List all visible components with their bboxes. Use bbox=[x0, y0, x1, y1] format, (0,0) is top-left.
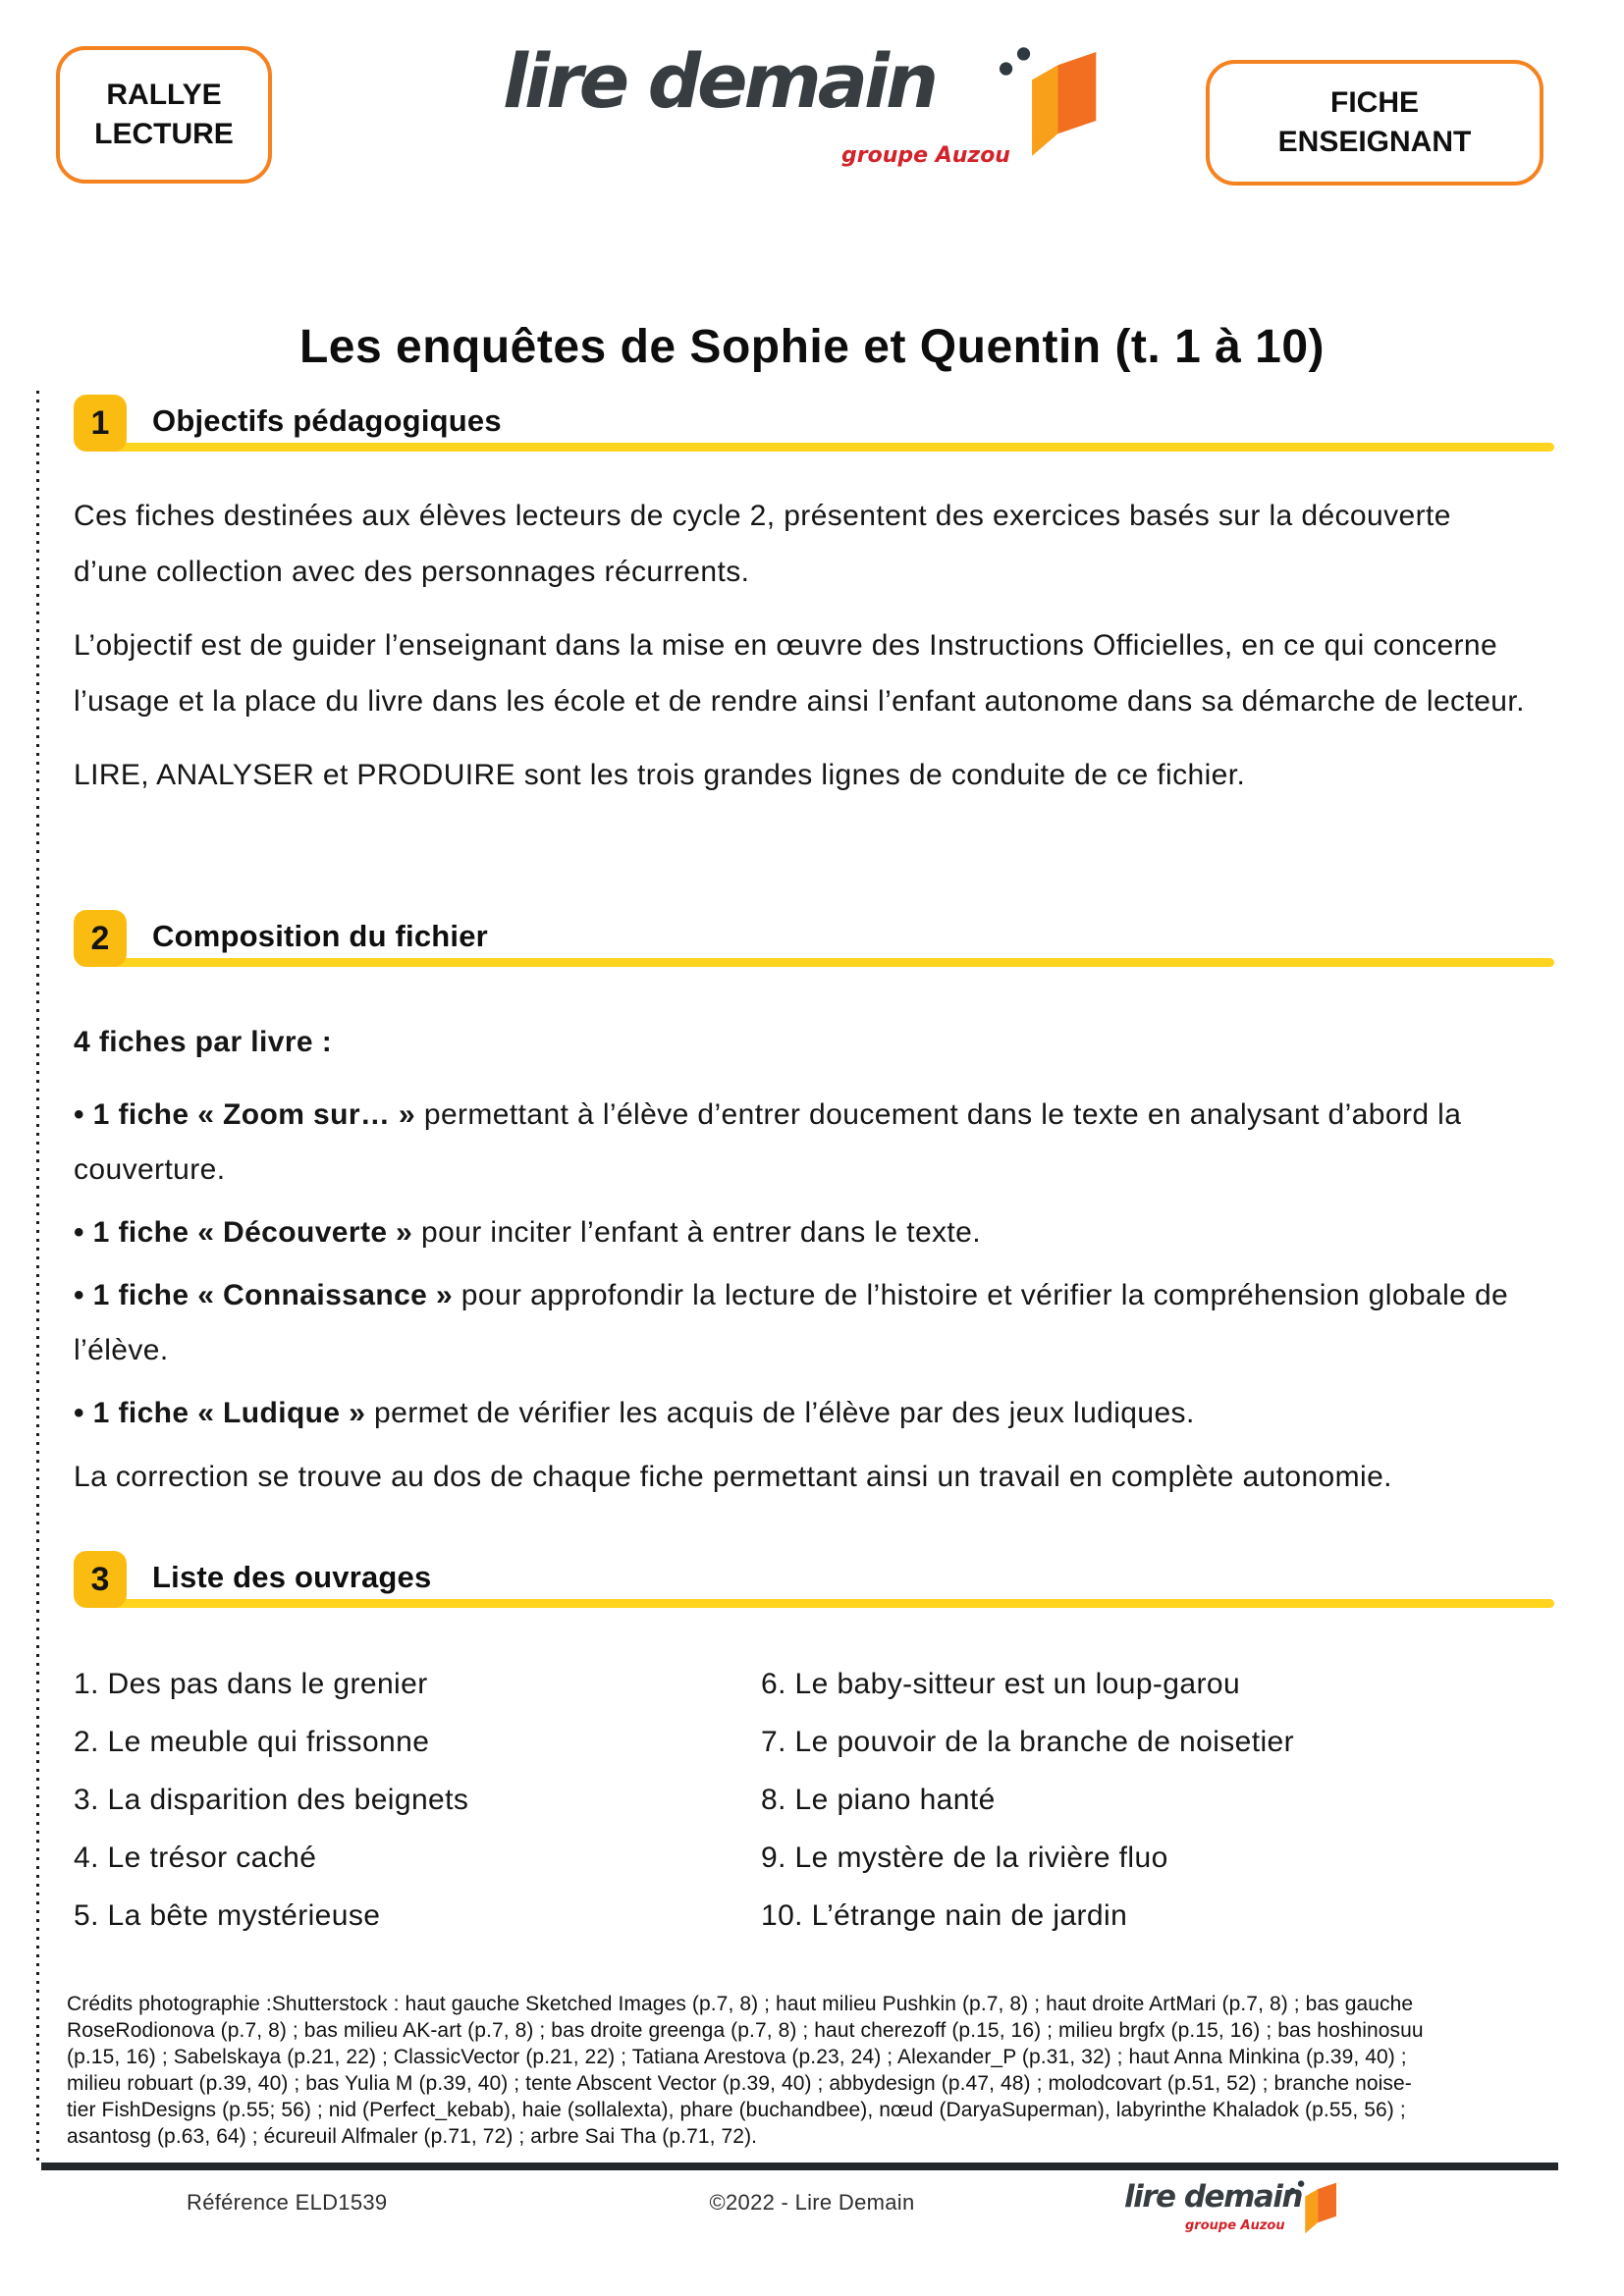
section-heading: Composition du fichier bbox=[152, 919, 488, 953]
book-list-left bbox=[74, 1655, 468, 1945]
list-item: 10. L’étrange nain de jardin bbox=[761, 1899, 1128, 1932]
list-item: 3. La disparition des beignets bbox=[74, 1784, 469, 1816]
paragraph: L’objectif est de guider l’enseignant dans la mise en œuvre des Instructions Officielles, en ce qui concerne l’usage et la place du livre dans les école et de rendre ainsi l’enfant autonome dans sa démarche de lecteur. bbox=[74, 629, 1525, 718]
logo-text: lire demain bbox=[503, 37, 936, 125]
fiche-enseignant-badge bbox=[1206, 60, 1543, 186]
fiche-enseignant-line2: ENSEIGNANT bbox=[1277, 126, 1472, 158]
objectifs-body bbox=[74, 488, 1532, 821]
book-list-right bbox=[761, 1655, 1294, 1945]
list-item: 4. Le trésor caché bbox=[74, 1842, 317, 1874]
footer-lire-demain-logo bbox=[1124, 2179, 1350, 2250]
section-header-liste bbox=[0, 1551, 1624, 1620]
paragraph: Ces fiches destinées aux élèves lecteurs de cycle 2, présentent des exercices basés sur la découverte d’une collection avec des personnages récurrents. bbox=[74, 500, 1451, 588]
section-rule bbox=[91, 443, 1554, 452]
bullet-text: permet de vérifier les acquis de l’élève par des jeux ludiques. bbox=[374, 1397, 1195, 1429]
list-item: 2. Le meuble qui frissonne bbox=[74, 1726, 430, 1758]
bullet-lead: • 1 fiche « Découverte » bbox=[74, 1216, 421, 1249]
paragraph: La correction se trouve au dos de chaque fiche permettant ainsi un travail en complète autonomie. bbox=[74, 1461, 1392, 1493]
paragraph: LIRE, ANALYSER et PRODUIRE sont les trois grandes lignes de conduite de ce fichier. bbox=[74, 759, 1246, 791]
groupe-auzou-label: groupe Auzou bbox=[841, 143, 1010, 168]
footer-open-book-icon bbox=[1287, 2179, 1340, 2236]
rallye-lecture-line1: RALLYE bbox=[106, 79, 222, 111]
section-heading: Liste des ouvrages bbox=[152, 1560, 432, 1594]
footer-groupe-auzou-label: groupe Auzou bbox=[1185, 2218, 1285, 2233]
section-rule bbox=[91, 1599, 1554, 1608]
section-header-objectifs bbox=[0, 395, 1624, 463]
section-number-badge: 3 bbox=[74, 1551, 127, 1608]
section-number-badge: 1 bbox=[74, 395, 127, 452]
rallye-lecture-badge bbox=[56, 46, 272, 184]
section-number-badge: 2 bbox=[74, 910, 127, 967]
section-header-composition bbox=[0, 910, 1624, 979]
list-item: 6. Le baby-sitteur est un loup-garou bbox=[761, 1668, 1241, 1700]
section-heading: Objectifs pédagogiques bbox=[152, 403, 502, 438]
rallye-lecture-line2: LECTURE bbox=[94, 118, 234, 150]
composition-body bbox=[74, 1014, 1532, 1522]
credits-text: Crédits photographie :Shutterstock : haut gauche Sketched Images (p.7, 8) ; haut milieu Pushkin (p.7, 8) ; haut droite ArtMari (p.7, 8) ; bas gauche RoseRodionova (p.7, 8) ; bas milieu AK-art (p.7, 8) ; bas droite greenga (p.7, 8) ; haut cherezoff (p.15, 16) ; milieu brgfx (p.15, 16) ; bas hoshinosuu (p.15, 16) ; Sabelskaya (p.21, 22) ; ClassicVector (p.21, 22) ; Tatiana Arestova (p.23, 24) ; Alexander_P (p.31, 32) ; haut Anna Minkina (p.39, 40) ; milieu robuart (p.39, 40) ; bas Yulia M (p.39, 40) ; tente Abscent Vector (p.39, 40) ; abbydesign (p.47, 48) ; molodcovart (p.51, 52) ; branche noise-tier FishDesigns (p.55; 56) ; nid (Perfect_kebab), haie (sollalexta), phare (buchandbee), nœud (DaryaSuperman), labyrinthe Khaladok (p.55, 56) ; asantosg (p.63, 64) ; écureuil Alfmaler (p.71, 72) ; arbre Sai Tha (p.71, 72). bbox=[67, 1993, 1424, 2148]
page-title: Les enquêtes de Sophie et Quentin (t. 1 à 10) bbox=[298, 321, 1326, 374]
list-item: 8. Le piano hanté bbox=[761, 1784, 996, 1816]
list-intro: 4 fiches par livre : bbox=[74, 1026, 333, 1058]
footer-rule bbox=[41, 2163, 1558, 2170]
bullet-lead: • 1 fiche « Ludique » bbox=[74, 1397, 375, 1429]
section-rule bbox=[91, 958, 1554, 967]
list-item: 9. Le mystère de la rivière fluo bbox=[761, 1842, 1168, 1874]
lire-demain-logo bbox=[503, 37, 1141, 187]
bullet-text: pour inciter l’enfant à entrer dans le texte. bbox=[421, 1216, 981, 1249]
bullet-text: pour approfondir la lecture de l’histoire et vérifier la compréhension globale de l’élève. bbox=[74, 1279, 1509, 1366]
open-book-logo-icon bbox=[999, 43, 1101, 163]
list-item: 5. La bête mystérieuse bbox=[74, 1899, 381, 1932]
list-item: 1. Des pas dans le grenier bbox=[74, 1668, 428, 1700]
bullet-lead: • 1 fiche « Connaissance » bbox=[74, 1279, 461, 1311]
footer-reference: Référence ELD1539 bbox=[187, 2190, 388, 2215]
bullet-text: permettant à l’élève d’entrer doucement dans le texte en analysant d’abord la couverture. bbox=[74, 1098, 1462, 1186]
left-dotted-border bbox=[36, 391, 39, 2163]
bullet-item bbox=[74, 1088, 1532, 1198]
list-item: 7. Le pouvoir de la branche de noisetier bbox=[761, 1726, 1295, 1758]
footer-logo-text: lire demain bbox=[1124, 2179, 1302, 2215]
bullet-lead: • 1 fiche « Zoom sur… » bbox=[74, 1098, 424, 1131]
footer-copyright: ©2022 - Lire Demain bbox=[709, 2190, 915, 2215]
fiche-enseignant-line1: FICHE bbox=[1330, 86, 1419, 119]
bullet-item bbox=[74, 1268, 1532, 1378]
bullet-item bbox=[74, 1386, 1532, 1441]
bullet-item bbox=[74, 1205, 1532, 1260]
